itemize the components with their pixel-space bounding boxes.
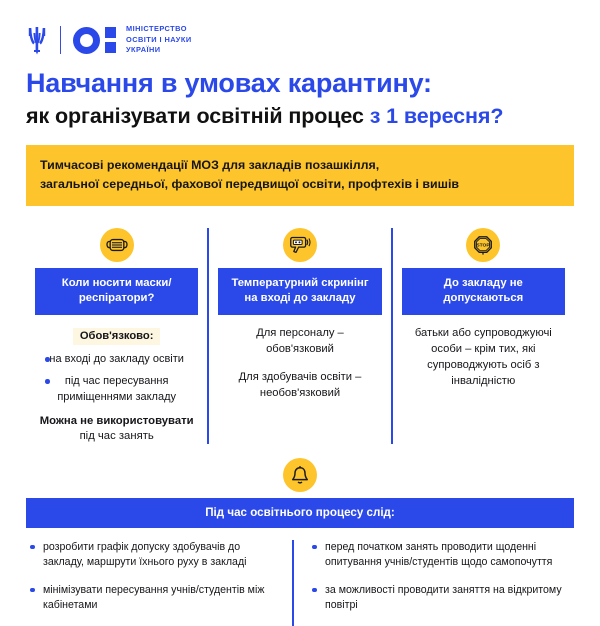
note-bold: Можна не використовувати <box>39 414 194 427</box>
ministry-name-line2: ОСВІТИ І НАУКИ <box>126 34 192 44</box>
subtitle-line2: загальної середньої, фахової передвищої освіти, профтехів і вишів <box>40 176 460 191</box>
card-not-allowed <box>391 228 574 445</box>
bell-icon <box>283 458 317 492</box>
subtitle-banner <box>26 145 574 206</box>
card-masks-bullets <box>39 352 194 405</box>
not-allowed-text: батьки або супроводжуючі особи – крім тих, які супроводжують осіб з інвалідністю <box>414 327 552 387</box>
face-mask-icon <box>100 228 134 262</box>
card-masks <box>26 228 207 445</box>
education-process-section <box>26 458 574 626</box>
card-not-allowed-body <box>402 315 565 390</box>
svg-text:STOP: STOP <box>476 243 490 249</box>
card-temperature-screening <box>207 228 390 445</box>
staff-rule-text: Для персоналу – обов'язковий <box>256 327 344 356</box>
card-masks-heading: Коли носити маски/респіратори? <box>35 268 198 316</box>
title-sub-accent: з 1 вересня? <box>369 103 504 128</box>
bottom-column-left <box>26 540 292 626</box>
list-item: за можливості проводити заняття на відкритому повітрі <box>312 583 562 613</box>
mandatory-tag: Обов'язково: <box>73 328 161 345</box>
title-sub-black: як організувати освітній процес <box>26 103 370 128</box>
ministry-logo-bar <box>0 0 600 62</box>
mon-logo-icon <box>73 27 116 54</box>
education-process-heading: Під час освітнього процесу слід: <box>26 498 574 528</box>
list-item: на вході до закладу освіти <box>39 352 194 367</box>
card-masks-body <box>35 315 198 444</box>
logo-divider <box>60 26 61 54</box>
list-item: розробити графік допуску здобувачів до закладу, маршрути їхнього руху в закладі <box>30 540 280 570</box>
stop-sign-icon <box>466 228 500 262</box>
thermometer-gun-icon <box>283 228 317 262</box>
ukraine-trident-icon <box>26 25 48 55</box>
card-group <box>26 228 574 445</box>
ministry-name <box>126 24 192 56</box>
list-item: перед початком занять проводити щоденні опитування учнів/студентів щодо самопочуття <box>312 540 562 570</box>
subtitle-line1: Тимчасові рекомендації МОЗ для закладів позашкілля, <box>40 158 380 173</box>
list-item: під час пересування приміщеннями закладу <box>39 374 194 404</box>
card-masks-note <box>39 414 194 445</box>
education-process-columns <box>26 528 574 626</box>
card-temperature-body <box>218 315 381 402</box>
bottom-column-right <box>292 540 574 626</box>
note-thin: під час занять <box>79 430 154 443</box>
title-sub <box>26 103 600 129</box>
page-title <box>0 62 600 129</box>
ministry-name-line3: УКРАЇНИ <box>126 45 161 55</box>
student-rule-text: Для здобувачів освіти – необов'язковий <box>238 371 362 399</box>
title-main: Навчання в умовах карантину: <box>26 68 432 98</box>
card-not-allowed-heading: До закладу не допускаються <box>402 268 565 316</box>
card-temperature-heading: Температурний скринінг на вході до закладу <box>218 268 381 316</box>
ministry-name-line1: МІНІСТЕРСТВО <box>126 24 187 34</box>
list-item: мінімізувати пересування учнів/студентів між кабінетами <box>30 583 280 613</box>
